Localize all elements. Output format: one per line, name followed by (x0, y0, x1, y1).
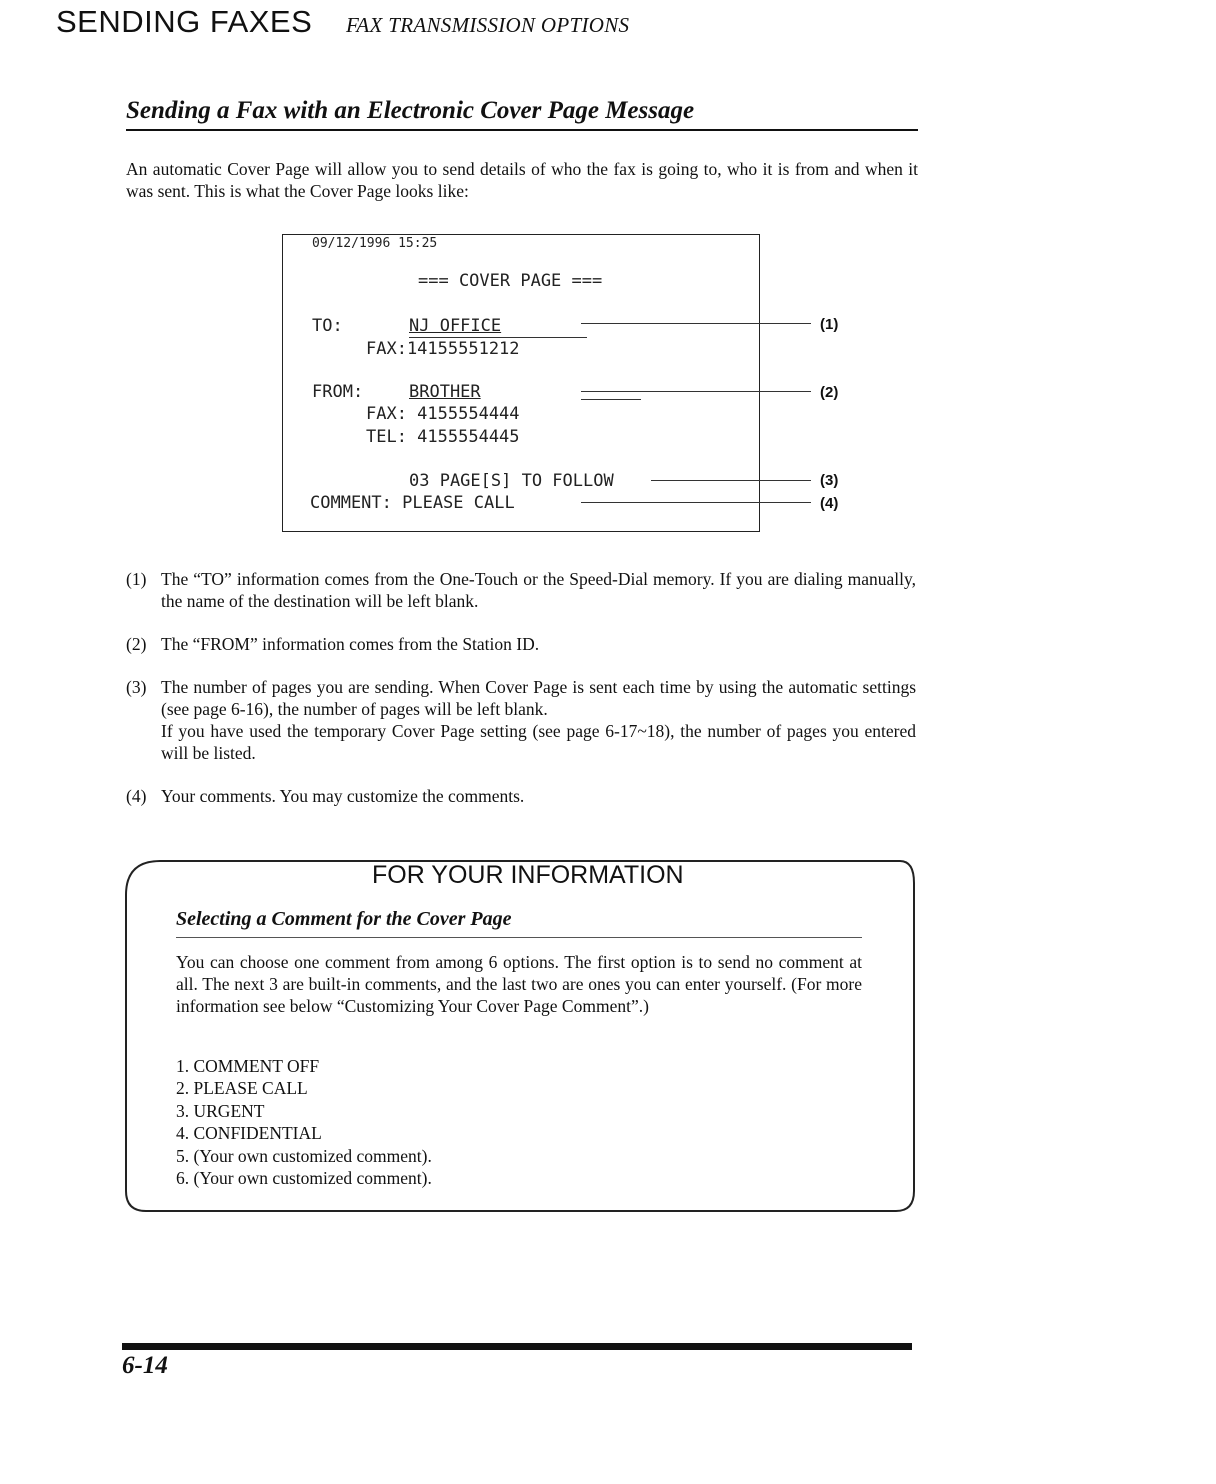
footer-rule (122, 1343, 912, 1350)
title-underline (126, 129, 918, 131)
info-subtitle-underline (176, 937, 862, 938)
note-text: The “TO” information comes from the One-Touch or the Speed-Dial memory. If you are dialing manually, the name of the destination will be left blank. (161, 569, 916, 611)
callout-leader-3 (651, 480, 811, 481)
to-name-underline (409, 337, 587, 338)
note-number: (1) (126, 569, 147, 589)
note-text-continued: If you have used the temporary Cover Page setting (see page 6-17~18), the number of pages you entered will be listed. (161, 721, 916, 763)
list-item: 1. COMMENT OFF (176, 1056, 320, 1076)
callout-label-3: (3) (820, 472, 839, 489)
note-number: (4) (126, 786, 147, 806)
chapter-title: SENDING FAXES (56, 4, 313, 39)
cover-page-to-name: NJ OFFICE (409, 316, 502, 336)
list-item (126, 568, 916, 612)
cover-page-heading: === COVER PAGE === (418, 271, 603, 291)
callout-leader-2 (581, 391, 811, 392)
note-text: The number of pages you are sending. When Cover Page is sent each time by using the automatic settings (see page 6-16), the number of pages will be left blank. (161, 677, 916, 719)
list-item: 4. CONFIDENTIAL (176, 1123, 322, 1144)
from-name-underline (581, 399, 641, 400)
cover-page-from-fax: FAX: 4155554444 (366, 404, 520, 424)
cover-page-datetime: 09/12/1996 15:25 (312, 236, 438, 251)
comment-options-list (176, 1055, 432, 1189)
list-item: 2. PLEASE CALL (176, 1078, 308, 1099)
cover-page-to-fax: FAX:14155551212 (366, 339, 520, 359)
list-item (126, 785, 916, 807)
note-text: Your comments. You may customize the comments. (161, 786, 525, 806)
cover-page-pages-line: 03 PAGE[S] TO FOLLOW (409, 471, 614, 491)
list-item: 6. (Your own customized comment). (176, 1168, 432, 1189)
callout-leader-4 (581, 502, 811, 503)
callout-label-4: (4) (820, 495, 839, 512)
intro-paragraph: An automatic Cover Page will allow you to send details of who the fax is going to, who it is from and when it was sent. This is what the Cover Page looks like: (126, 159, 918, 201)
cover-page-to-label: TO: (312, 316, 343, 336)
list-item (126, 633, 916, 655)
cover-page-comment-line: COMMENT: PLEASE CALL (310, 493, 515, 513)
note-number: (3) (126, 677, 147, 697)
list-item: 3. URGENT (176, 1100, 265, 1121)
info-heading: FOR YOUR INFORMATION (372, 861, 684, 889)
list-item: 5. (Your own customized comment). (176, 1145, 432, 1166)
section-subtitle: FAX TRANSMISSION OPTIONS (346, 13, 630, 37)
cover-page-from-tel: TEL: 4155554445 (366, 427, 520, 447)
note-text: The “FROM” information comes from the Station ID. (161, 634, 540, 654)
list-item (126, 676, 916, 764)
info-subtitle: Selecting a Comment for the Cover Page (176, 908, 512, 930)
callout-leader-1 (581, 323, 811, 324)
page-number: 6-14 (122, 1352, 168, 1379)
info-body: You can choose one comment from among 6 options. The first option is to send no comment at all. The next 3 are built-in comments, and the last two are ones you can enter yourself. (For more information see below “Customizing Your Cover Page Comment”.) (176, 952, 862, 1016)
note-number: (2) (126, 634, 147, 654)
callout-label-1: (1) (820, 316, 839, 333)
note-text-block (161, 676, 916, 764)
callout-notes (126, 568, 916, 828)
cover-page-from-label: FROM: (312, 382, 364, 402)
page-title: Sending a Fax with an Electronic Cover Page Message (126, 97, 695, 124)
callout-label-2: (2) (820, 384, 839, 401)
cover-page-from-name: BROTHER (409, 382, 481, 402)
